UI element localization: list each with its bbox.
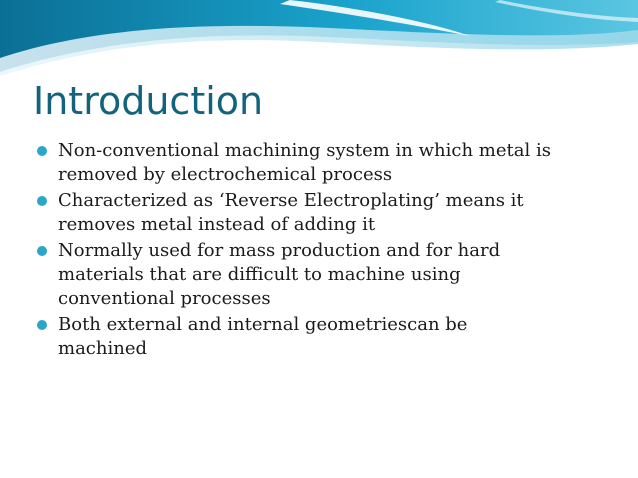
- bullet-list: [36, 139, 606, 363]
- bullet-item: [36, 239, 606, 311]
- bullet-line: machined: [58, 338, 147, 359]
- bullet-item: [36, 189, 606, 237]
- bullet-line: materials that are difficult to machine using: [58, 264, 461, 285]
- slide-title: Introduction: [33, 79, 264, 123]
- bullet-line: Non-conventional machining system in which metal is: [58, 140, 551, 161]
- header-wave-decoration: [0, 0, 638, 80]
- bullet-line: Both external and internal geometriescan be: [58, 314, 468, 335]
- bullet-line: removed by electrochemical process: [58, 164, 393, 185]
- bullet-item: [36, 139, 606, 187]
- bullet-marker-icon: [37, 320, 47, 330]
- bullet-line: Characterized as ‘Reverse Electroplating’ means it: [58, 190, 524, 211]
- bullet-line: removes metal instead of adding it: [58, 214, 376, 235]
- bullet-line: conventional processes: [58, 288, 271, 309]
- bullet-marker-icon: [37, 246, 47, 256]
- bullet-marker-icon: [37, 196, 47, 206]
- bullet-marker-icon: [37, 146, 47, 156]
- bullet-line: Normally used for mass production and for hard: [58, 240, 501, 261]
- bullet-item: [36, 313, 606, 361]
